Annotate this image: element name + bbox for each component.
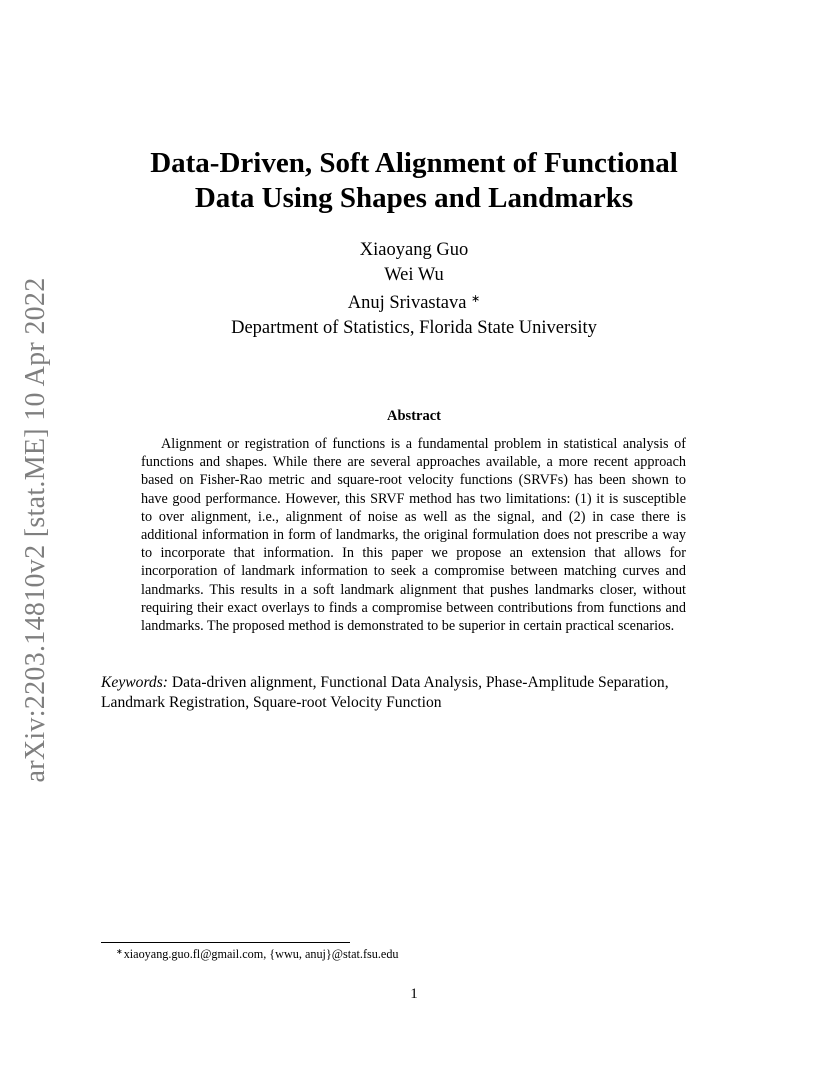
- abstract-heading: Abstract: [387, 408, 441, 424]
- arxiv-identifier-stamp: arXiv:2203.14810v2 [stat.ME] 10 Apr 2022: [20, 277, 51, 783]
- keywords-label: Keywords:: [101, 674, 168, 691]
- page-number: 1: [410, 986, 418, 1002]
- author-block: [0, 238, 828, 340]
- footnote: [116, 947, 399, 962]
- corresponding-author-mark: ∗: [471, 293, 481, 305]
- keywords-paragraph: [101, 673, 727, 713]
- paper-title: [0, 146, 828, 216]
- author-name-srivastava-row: [0, 287, 828, 316]
- author-name-guo: Xiaoyang Guo: [359, 240, 469, 260]
- author-name-wu: Wei Wu: [384, 264, 444, 285]
- abstract-text: Alignment or registration of functions is a fundamental problem in statistical analysis of functions and shapes. While there are several approaches available, a more recent approach based on Fisher-Rao metric and square-root velocity functions (SRVFs) has been shown to have good performance. However, this SRVF method has two limitations: (1) it is susceptible to over alignment, i.e., alignment of noise as well as the signal, and (2) in case there is additional information in form of landmarks, the original formulation does not prescribe a way to incorporate that information. In this paper we propose an extension that allows for incorporation of landmark information to seek a compromise between matching curves and landmarks. This results in a soft landmark alignment that pushes landmarks closer, without requiring their exact overlays to finds a compromise between contributions from functions and landmarks. The proposed method is demonstrated to be superior in certain practical scenarios.: [141, 436, 686, 635]
- author-affiliation: Department of Statistics, Florida State University: [231, 317, 597, 338]
- footnote-text: xiaoyang.guo.fl@gmail.com, {wwu, anuj}@stat.fsu.edu: [123, 947, 399, 961]
- paper-title-line-2: Data Using Shapes and Landmarks: [194, 182, 634, 214]
- keywords-text: Data-driven alignment, Functional Data Analysis, Phase-Amplitude Separation, Landmark Registration, Square-root Velocity Function: [101, 674, 669, 711]
- paper-title-line-1: Data-Driven, Soft Alignment of Functional: [150, 147, 678, 179]
- author-name-srivastava: Anuj Srivastava: [347, 293, 467, 313]
- footnote-divider: [101, 942, 350, 943]
- footnote-mark: ∗: [116, 947, 123, 956]
